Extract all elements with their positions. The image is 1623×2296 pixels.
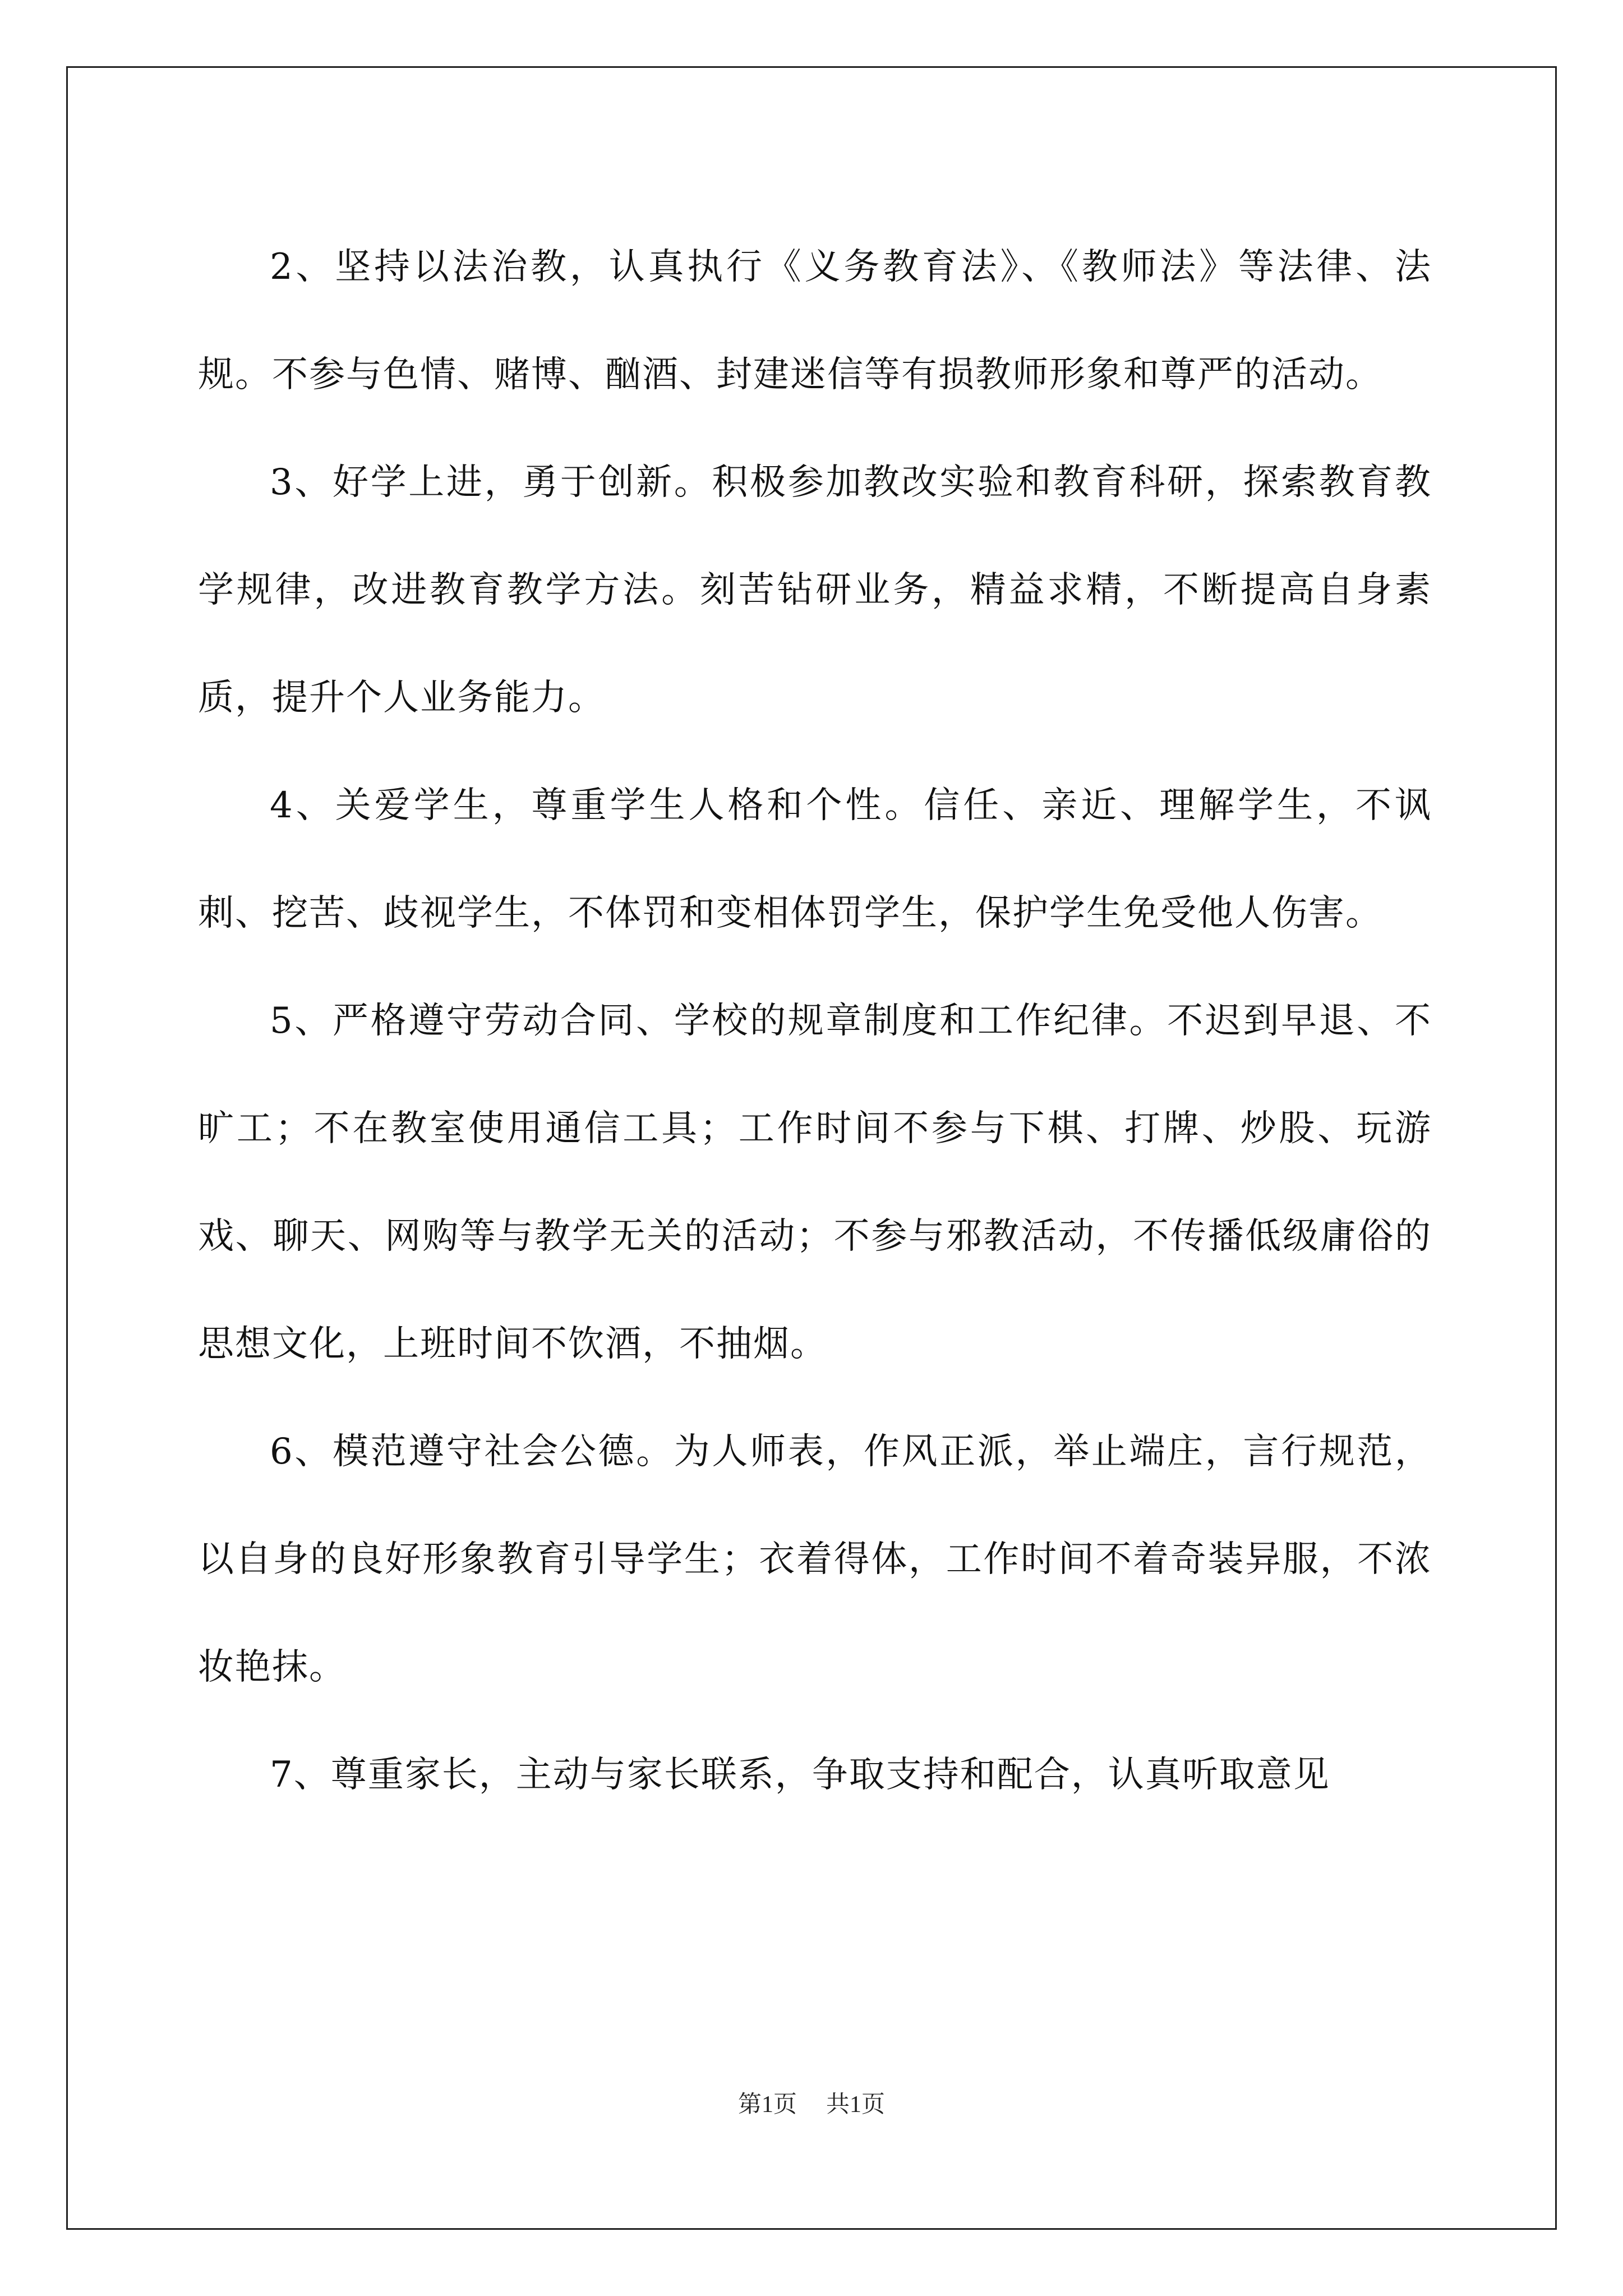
page-footer — [0, 2086, 1623, 2119]
paragraph-item-2: 2、坚持以法治教，认真执行《义务教育法》、《教师法》等法律、法规。不参与色情、赌博、酗酒、封建迷信等有损教师形象和尊严的活动。 — [198, 246, 1432, 395]
paragraph-item-4: 4、关爱学生，尊重学生人格和个性。信任、亲近、理解学生，不讽刺、挖苦、歧视学生，不体罚和变相体罚学生，保护学生免受他人伤害。 — [198, 785, 1432, 934]
page-number: 第1页 — [737, 2092, 797, 2118]
paragraph-item-3: 3、好学上进，勇于创新。积极参加教改实验和教育科研，探索教育教学规律，改进教育教学方法。刻苦钻研业务，精益求精，不断提高自身素质，提升个人业务能力。 — [198, 462, 1432, 719]
paragraph-item-6: 6、模范遵守社会公德。为人师表，作风正派，举止端庄，言行规范，以自身的良好形象教育引导学生；衣着得体，工作时间不着奇装异服，不浓妆艳抹。 — [198, 1431, 1432, 1688]
page-total: 共1页 — [826, 2092, 886, 2118]
paragraph-item-7: 7、尊重家长，主动与家长联系，争取支持和配合，认真听取意见 — [270, 1754, 1330, 1796]
document-body — [198, 213, 1432, 1829]
paragraph-item-5: 5、严格遵守劳动合同、学校的规章制度和工作纪律。不迟到早退、不旷工；不在教室使用通信工具；工作时间不参与下棋、打牌、炒股、玩游戏、聊天、网购等与教学无关的活动；不参与邪教活动，不传播低级庸俗的思想文化，上班时间不饮酒，不抽烟。 — [198, 1000, 1432, 1365]
